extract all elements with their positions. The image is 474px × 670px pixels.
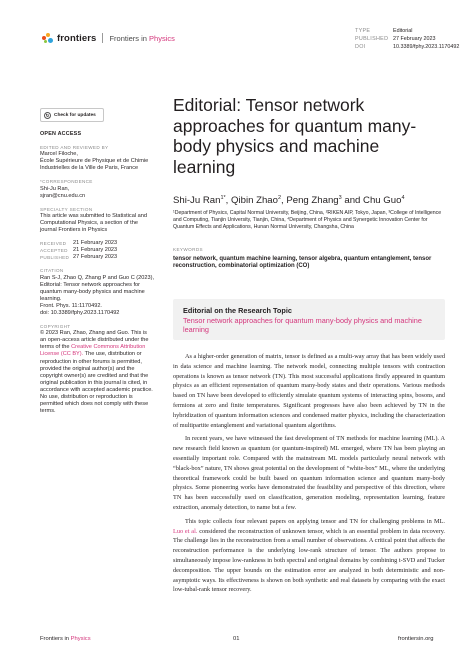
citation-info: Ran S-J, Zhao Q, Zhang P and Guo C (2023), Editorial: Tensor network approaches for quantum many-body physics and machine learning. Front. Phys. 11:1170492. doi: 10.3389/fphy.2023.1170492 <box>40 274 155 316</box>
correspondence-label: *CORRESPONDENCE <box>40 179 93 185</box>
paragraph: As a higher-order generation of matrix, tensor is defined as a multi-way array that has been widely used in data science and machine learning. The network model, connecting multiple tensors with contraction operations is known as tensor network (TN). This most successful applications firstly appeared in quantum physics as an efficient representation of quantum many-body states and their operations. Various methods based on TN have been developed to efficiently simulate quantum systems of interacting spins, bosons, and fermions at zero and finite temperatures. Significant progresses have also been achieved by TN in the hybridization of quantum information sciences and condensed matter physics, including the characterization of multipartite entanglement and variational quantum algorithms. <box>173 353 445 429</box>
article-body <box>173 352 445 595</box>
footer-journal: Frontiers in Physics <box>40 636 91 642</box>
article-meta <box>355 27 459 52</box>
publisher-name: frontiers <box>57 32 97 44</box>
journal-name: Frontiers in Physics <box>109 33 175 43</box>
affiliations: ¹Department of Physics, Capital Normal University, Beijing, China, ²RIKEN AIP, Tokyo, Japan, ³College of Intelligence and Computing, Tianjin University, Tianjin, China, ⁴Department of Physics and Synergetic Innovation Center for Quantum Effects and Applications, Hunan Normal University, Changsha, China <box>173 210 442 230</box>
check-updates-icon: ↻ <box>45 112 50 118</box>
article-title: Editorial: Tensor network approaches for quantum many-body physics and machine learning <box>173 95 417 177</box>
meta-type: TYPE Editorial <box>355 28 413 34</box>
page-number: 01 <box>233 636 240 642</box>
paragraph: In recent years, we have witnessed the fast development of TN methods for machine learning (ML). A new research field known as quantum (or quantum-inspired) ML emerged, where TN has been playing an essentially important role. Compared with the mainstream ML models particularly neural network with “black-box” nature, TN shows great potential on the development of “white-box” ML, where the underlying theoretical framework could be built based on quantum information science and quantum many-body physics. Some pioneering works have demonstrated the feasibility and perspective of this direction, where TN has been successfully used on classification, generation modeling, representation learning, feature extraction, anomaly detection, to name but a few. <box>173 435 445 511</box>
specialty-label: SPECIALTY SECTION <box>40 206 93 212</box>
keywords: tensor network, quantum machine learning, tensor algebra, quantum entanglement, tensor reconstruction, combinatorial optimization (CO) <box>173 256 432 270</box>
author-name[interactable]: Peng Zhang$^3$ <box>286 195 342 207</box>
meta-published: PUBLISHED 27 February 2023 <box>355 36 436 43</box>
copyright-label: COPYRIGHT <box>40 324 71 330</box>
left-sidebar <box>40 131 154 415</box>
author-list: Shi-Ju Ran$^{1*}$, Qibin Zhao$^2$, Peng Zhang$^3$ and Chu Guo$^4$ <box>173 195 405 207</box>
copyright-info: © 2023 Ran, Zhao, Zhang and Guo. This is an open-access article distributed under the terms of the Creative Commons Attribution License (CC BY). The use, distribution or reproduction in other forums is permitted, provided the original author(s) and the copyright owner(s) are credited and that the original publication in this journal is cited, in accordance with accepted academic practice. No use, distribution or reproduction is permitted which does not comply with these terms. <box>40 330 153 415</box>
keywords-label: KEYWORDS <box>173 247 203 252</box>
open-access-label: OPEN ACCESS <box>40 131 82 137</box>
meta-doi: DOI 10.3389/fphy.2023.1170492 <box>355 44 460 51</box>
author-name[interactable]: Shi-Ju Ran$^{1*}$ <box>173 195 226 207</box>
research-topic-link[interactable]: Tensor network approaches for quantum many-body physics and machine learning <box>183 316 422 335</box>
paragraph: This topic collects four relevant papers on applying tensor and TN for challenging problems in ML. Luo et al. considered the reconstruction of unknown tensor, which is an essential problem in data recovery. The challenge lies in the reconstruction from a small number of observations. A critical point that affects the reconstruction performance is the underlying low-rank structure of tensor. The authors propose to simultaneously impose low-rankness in both spectral and original domains by combining t-SVD and Tucker decomposition. The upper bounds on the estimation error are analyzed in both deterministic and non-asymptotic ways. Its effectiveness is shown on both synthetic and real datasets by comparing with the exact low-tubal-rank tensor recovery. <box>173 517 445 594</box>
editor-info: Marcel Filoche, École Supérieure de Physique et de Chimie Industrielles de la Ville de Paris, France <box>40 151 149 172</box>
citation-link-luo[interactable]: Luo et al. <box>173 527 198 535</box>
correspondence-info: Shi-Ju Ran, sjran@cnu.edu.cn <box>40 185 86 199</box>
journal-header <box>42 31 175 45</box>
specialty-info: This article was submitted to Statistical and Computational Physics, a section of the journal Frontiers in Physics <box>40 212 147 234</box>
footer-site-link[interactable]: frontiersin.org <box>398 636 434 642</box>
research-topic-box <box>173 299 445 340</box>
citation-label: CITATION <box>40 268 64 274</box>
edited-label: EDITED AND REVIEWED BY <box>40 145 109 151</box>
author-name[interactable]: Qibin Zhao$^2$ <box>231 195 282 207</box>
check-for-updates-button[interactable]: ↻ Check for updates <box>40 108 104 122</box>
frontiers-logo-icon <box>42 33 53 44</box>
dates-list: RECEIVED 21 February 2023 ACCEPTED 21 February 2023 PUBLISHED 27 February 2023 <box>40 240 118 261</box>
header-divider <box>102 33 103 43</box>
author-name[interactable]: Chu Guo$^4$ <box>363 195 405 207</box>
research-topic-label: Editorial on the Research Topic <box>183 306 292 315</box>
cc-by-link[interactable]: Creative Commons Attribution License (CC BY). <box>40 344 146 358</box>
